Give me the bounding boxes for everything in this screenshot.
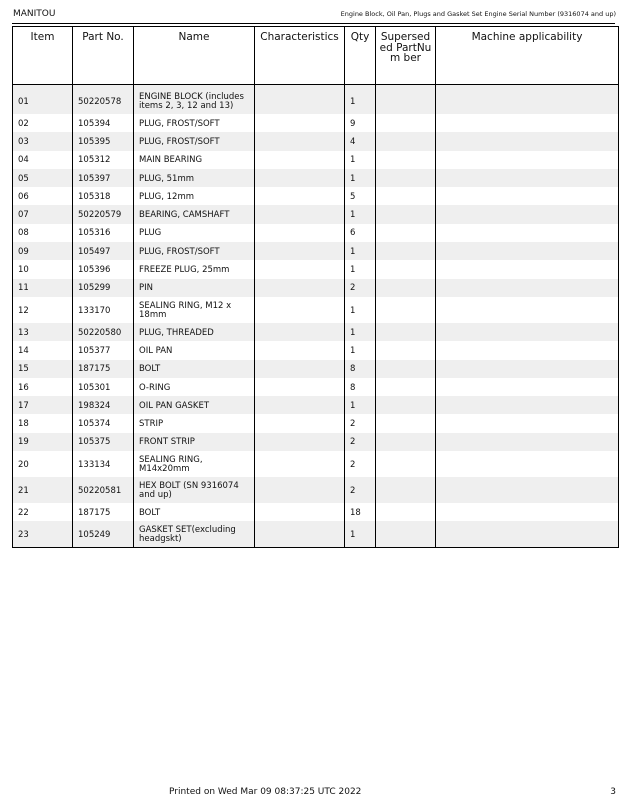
cell-characteristics	[255, 360, 345, 378]
cell-applicability	[436, 187, 619, 205]
cell-characteristics	[255, 451, 345, 477]
cell-characteristics	[255, 414, 345, 432]
cell-item: 07	[13, 205, 73, 223]
cell-name: PLUG, FROST/SOFT	[134, 242, 255, 260]
cell-part-no: 50220580	[73, 323, 134, 341]
table-row	[13, 132, 619, 150]
cell-applicability	[436, 260, 619, 278]
brand-label: MANITOU	[13, 9, 56, 19]
table-row	[13, 414, 619, 432]
cell-characteristics	[255, 323, 345, 341]
cell-superseded	[376, 360, 436, 378]
cell-superseded	[376, 451, 436, 477]
cell-name: FRONT STRIP	[134, 433, 255, 451]
cell-name: PLUG, 12mm	[134, 187, 255, 205]
cell-name: FREEZE PLUG, 25mm	[134, 260, 255, 278]
cell-applicability	[436, 224, 619, 242]
cell-applicability	[436, 297, 619, 323]
table-header-row	[13, 27, 619, 85]
header-divider	[12, 23, 615, 24]
cell-qty: 2	[345, 279, 376, 297]
cell-applicability	[436, 323, 619, 341]
cell-item: 13	[13, 323, 73, 341]
cell-superseded	[376, 169, 436, 187]
cell-part-no: 105299	[73, 279, 134, 297]
cell-part-no: 198324	[73, 396, 134, 414]
column-header-item: Item	[13, 27, 73, 85]
cell-part-no: 50220578	[73, 85, 134, 115]
cell-characteristics	[255, 205, 345, 223]
column-header-name: Name	[134, 27, 255, 85]
table-row	[13, 151, 619, 169]
cell-superseded	[376, 279, 436, 297]
cell-name: STRIP	[134, 414, 255, 432]
table-row	[13, 297, 619, 323]
cell-part-no: 105377	[73, 341, 134, 359]
cell-applicability	[436, 205, 619, 223]
column-header-superseded-part-number: Supersed ed PartNum ber	[376, 27, 436, 85]
cell-characteristics	[255, 260, 345, 278]
cell-applicability	[436, 503, 619, 521]
cell-applicability	[436, 151, 619, 169]
cell-name: MAIN BEARING	[134, 151, 255, 169]
table-row	[13, 360, 619, 378]
table-row	[13, 521, 619, 548]
cell-characteristics	[255, 433, 345, 451]
cell-qty: 1	[345, 396, 376, 414]
cell-item: 03	[13, 132, 73, 150]
cell-characteristics	[255, 114, 345, 132]
cell-name: PLUG, THREADED	[134, 323, 255, 341]
cell-part-no: 133134	[73, 451, 134, 477]
cell-item: 09	[13, 242, 73, 260]
table-row	[13, 85, 619, 115]
cell-superseded	[376, 151, 436, 169]
table-row	[13, 260, 619, 278]
cell-item: 19	[13, 433, 73, 451]
cell-item: 14	[18, 345, 29, 356]
cell-applicability	[436, 341, 619, 359]
cell-name: SEALING RING, M12 x 18mm	[134, 297, 255, 323]
cell-item: 05	[13, 169, 73, 187]
cell-superseded	[376, 114, 436, 132]
table-row	[13, 477, 619, 503]
cell-characteristics	[255, 151, 345, 169]
cell-qty: 8	[345, 360, 376, 378]
cell-part-no: 105395	[73, 132, 134, 150]
cell-qty: 6	[345, 224, 376, 242]
page-number: 3	[610, 787, 616, 797]
cell-item: 04	[18, 155, 29, 166]
cell-applicability	[436, 279, 619, 297]
cell-item: 01	[13, 85, 73, 115]
table-row	[13, 114, 619, 132]
cell-item: 15	[13, 360, 73, 378]
cell-part-no: 50220581	[73, 477, 134, 503]
cell-qty: 1	[345, 521, 376, 548]
cell-part-no: 187175	[73, 360, 134, 378]
cell-item: 16	[18, 382, 29, 393]
cell-name: PLUG, 51mm	[134, 169, 255, 187]
cell-name: GASKET SET(excluding headgskt)	[134, 521, 255, 548]
cell-part-no: 105497	[73, 242, 134, 260]
cell-characteristics	[255, 224, 345, 242]
cell-name: PLUG, FROST/SOFT	[134, 132, 255, 150]
cell-characteristics	[255, 378, 345, 396]
cell-name: BOLT	[134, 360, 255, 378]
cell-part-no: 105397	[73, 169, 134, 187]
cell-applicability	[436, 433, 619, 451]
column-header-characteristics: Characteristics	[255, 27, 345, 85]
table-row	[13, 341, 619, 359]
cell-applicability	[436, 451, 619, 477]
cell-qty: 1	[345, 151, 376, 169]
cell-item: 12	[18, 305, 29, 316]
cell-applicability	[436, 414, 619, 432]
cell-item: 23	[13, 521, 73, 548]
column-header-machine-applicability: Machine applicability	[436, 27, 619, 85]
cell-superseded	[376, 414, 436, 432]
cell-superseded	[376, 323, 436, 341]
cell-characteristics	[255, 85, 345, 115]
cell-superseded	[376, 378, 436, 396]
table-row	[13, 378, 619, 396]
cell-characteristics	[255, 279, 345, 297]
cell-superseded	[376, 132, 436, 150]
cell-qty: 8	[345, 378, 376, 396]
cell-applicability	[436, 114, 619, 132]
cell-qty: 18	[345, 503, 376, 521]
cell-part-no: 105316	[73, 224, 134, 242]
cell-part-no: 105375	[73, 433, 134, 451]
cell-superseded	[376, 260, 436, 278]
cell-qty: 1	[345, 341, 376, 359]
cell-superseded	[376, 503, 436, 521]
cell-applicability	[436, 85, 619, 115]
cell-superseded	[376, 187, 436, 205]
cell-characteristics	[255, 242, 345, 260]
cell-applicability	[436, 378, 619, 396]
cell-applicability	[436, 396, 619, 414]
cell-part-no: 50220579	[73, 205, 134, 223]
column-header-qty: Qty	[345, 27, 376, 85]
cell-characteristics	[255, 297, 345, 323]
cell-qty: 1	[345, 85, 376, 115]
cell-qty: 2	[345, 433, 376, 451]
table-row	[13, 205, 619, 223]
cell-applicability	[436, 477, 619, 503]
cell-part-no: 105394	[73, 114, 134, 132]
cell-item: 20	[18, 459, 29, 470]
cell-item: 18	[18, 419, 29, 430]
table-row	[13, 169, 619, 187]
cell-characteristics	[255, 341, 345, 359]
cell-superseded	[376, 341, 436, 359]
cell-name: SEALING RING, M14x20mm	[134, 451, 255, 477]
cell-superseded	[376, 477, 436, 503]
cell-part-no: 133170	[73, 297, 134, 323]
table-row	[13, 279, 619, 297]
cell-name: PLUG	[134, 224, 255, 242]
cell-item: 22	[18, 507, 29, 518]
cell-superseded	[376, 205, 436, 223]
cell-name: OIL PAN	[134, 341, 255, 359]
cell-applicability	[436, 242, 619, 260]
cell-qty: 2	[345, 414, 376, 432]
cell-part-no: 105249	[73, 521, 134, 548]
cell-characteristics	[255, 503, 345, 521]
table-row	[13, 503, 619, 521]
table-row	[13, 187, 619, 205]
parts-table-body	[13, 85, 619, 548]
cell-characteristics	[255, 521, 345, 548]
cell-part-no: 105301	[73, 378, 134, 396]
table-row	[13, 224, 619, 242]
cell-part-no: 105318	[73, 187, 134, 205]
cell-part-no: 187175	[73, 503, 134, 521]
cell-name: BEARING, CAMSHAFT	[134, 205, 255, 223]
cell-superseded	[376, 396, 436, 414]
cell-name: ENGINE BLOCK (includes items 2, 3, 12 and 13)	[134, 85, 255, 115]
cell-qty: 1	[345, 242, 376, 260]
cell-qty: 4	[345, 132, 376, 150]
cell-item: 10	[18, 265, 29, 276]
cell-characteristics	[255, 396, 345, 414]
cell-applicability	[436, 169, 619, 187]
cell-qty: 1	[345, 260, 376, 278]
cell-qty: 2	[345, 451, 376, 477]
cell-part-no: 105396	[73, 260, 134, 278]
cell-item: 21	[13, 477, 73, 503]
document-title: Engine Block, Oil Pan, Plugs and Gasket Set Engine Serial Number (9316074 and up)	[340, 10, 616, 18]
cell-superseded	[376, 433, 436, 451]
cell-characteristics	[255, 132, 345, 150]
cell-name: PIN	[134, 279, 255, 297]
printed-timestamp: Printed on Wed Mar 09 08:37:25 UTC 2022	[169, 787, 362, 797]
table-row	[13, 242, 619, 260]
cell-applicability	[436, 132, 619, 150]
cell-qty: 1	[345, 297, 376, 323]
cell-item: 02	[18, 118, 29, 129]
table-row	[13, 396, 619, 414]
cell-qty: 9	[345, 114, 376, 132]
parts-table	[12, 26, 619, 548]
cell-characteristics	[255, 477, 345, 503]
cell-item: 06	[18, 191, 29, 202]
table-row	[13, 433, 619, 451]
cell-superseded	[376, 224, 436, 242]
table-row	[13, 451, 619, 477]
cell-qty: 1	[345, 323, 376, 341]
cell-superseded	[376, 242, 436, 260]
cell-superseded	[376, 521, 436, 548]
cell-superseded	[376, 297, 436, 323]
cell-item: 17	[13, 396, 73, 414]
cell-name: BOLT	[134, 503, 255, 521]
cell-part-no: 105374	[73, 414, 134, 432]
cell-qty: 2	[345, 477, 376, 503]
column-header-part-no: Part No.	[73, 27, 134, 85]
cell-qty: 1	[345, 169, 376, 187]
cell-qty: 1	[345, 205, 376, 223]
table-row	[13, 323, 619, 341]
cell-item: 08	[18, 228, 29, 239]
cell-name: PLUG, FROST/SOFT	[134, 114, 255, 132]
cell-applicability	[436, 360, 619, 378]
cell-applicability	[436, 521, 619, 548]
cell-item: 11	[13, 279, 73, 297]
cell-characteristics	[255, 187, 345, 205]
cell-qty: 5	[345, 187, 376, 205]
cell-characteristics	[255, 169, 345, 187]
cell-part-no: 105312	[73, 151, 134, 169]
cell-name: HEX BOLT (SN 9316074 and up)	[134, 477, 255, 503]
cell-name: OIL PAN GASKET	[134, 396, 255, 414]
cell-superseded	[376, 85, 436, 115]
cell-name: O-RING	[134, 378, 255, 396]
